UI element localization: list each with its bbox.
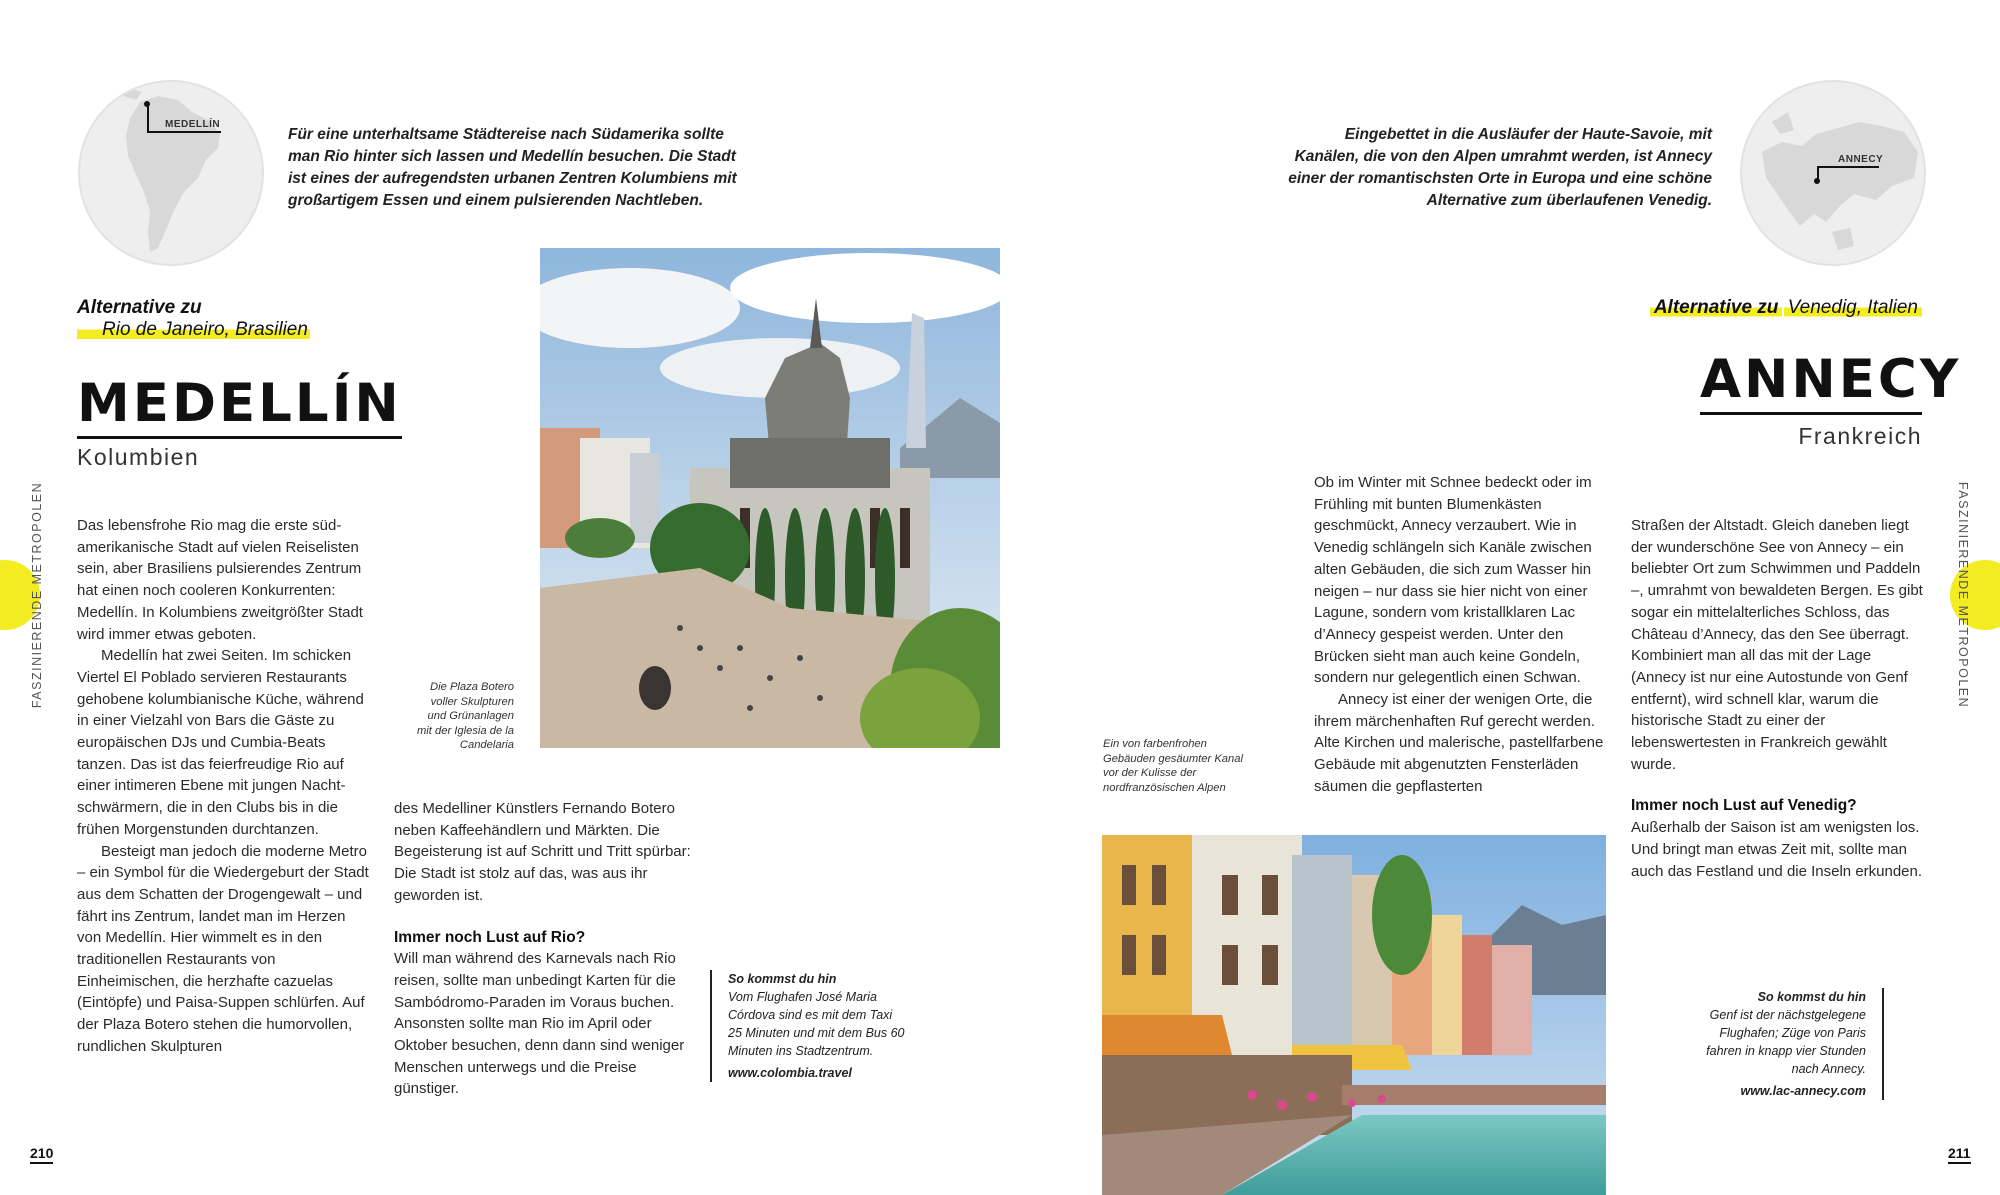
europe-map-icon [1742,82,1924,264]
paragraph: Will man während des Karnevals nach Rio reisen, sollte man unbedingt Karten für die Sambódromo-Paraden im Voraus buchen. Ansonsten sollte man Rio im April oder Oktober besuchen, denn dann sind weniger Menschen unterwegs und die Preise günstiger. [394,950,685,1098]
country-frankreich: Frankreich [1798,423,1922,449]
alternative-place-wrap [77,319,377,341]
map-label-medellin: MEDELLÍN [165,119,221,130]
map-leader-line-h [147,131,221,133]
body-column-2-right [1631,515,1923,882]
photo-caption-left: Die Plaza Botero voller Skulpturen und Grünanlagen mit der Iglesia de la Candelaria [416,681,514,751]
alternative-place: Venedig, Italien [1784,297,1922,318]
paragraph: Ob im Winter mit Schnee bedeckt oder im Frühling mit bunten Blumenkästen geschmückt, Annecy verzaubert. Wie in Venedig schlängeln sich Kanäle zwischen alten Gebäuden, die sich zum Wasser hin neigen – nur dass sie hier nicht von einer Lagune, sondern vom kristallklaren Lac d’Annecy gespeist werden. Unter den Brücken sieht man auch keine Gondeln, sondern nur gelegentlich einen Schwan. [1314,474,1592,687]
paragraph: Besteigt man jedoch die moderne Metro – ein Symbol für die Wiedergeburt der Stadt aus dem Schatten der Drogengewalt – und fährt ins Zentrum, landet man im Herzen von Medellín. Hier wimmelt es in den traditionellen Restaurants von Einheimischen, die herzhafte cazuelas (Eintöpfe) und Paisa-Suppen schlürfen. Auf der Plaza Botero stehen die humorvollen, rundlichen Skulpturen [77,842,369,1055]
travel-heading: So kommst du hin [1757,990,1866,1004]
travel-info-left [710,970,908,1082]
paragraph: Annecy ist einer der wenigen Orte, die ihrem märchenhaften Ruf gerecht werden. Alte Kirchen und malerische, pastellfarbene Gebäude mit abgenutzten Fensterläden säumen die gepflasterten [1314,691,1604,795]
city-title-medellin: MEDELLÍN [77,374,402,439]
travel-info-right [1690,988,1884,1100]
photo-annecy-canal [1102,835,1606,1195]
intro-text-left: Für eine unterhaltsame Städtereise nach Südamerika sollte man Rio hinter sich lassen und Medellín besuchen. Die Stadt ist eines der aufregendsten urbanen Zentren Kolumbiens mit großartigem Essen und einem pulsierenden Nachtleben. [288,126,737,209]
body-column-2-left [394,798,694,1100]
city-title-annecy: ANNECY [1700,350,1922,415]
paragraph: Medellín hat zwei Seiten. Im schicken Viertel El Poblado servieren Restaurants gehobene kolumbianische Küche, während in einer Vielzahl von Bars die Gäste zu europäischen DJs und Cumbia-Beats tanzen. Das ist das feierfreudige Rio auf einer intimeren Ebene mit jungen Nachtschwärmern, die in den Clubs bis in die frühen Morgenstunden durchtanzen. [77,647,364,838]
travel-url-link[interactable]: www.lac-annecy.com [1740,1084,1866,1098]
alternative-block-right [1560,297,1922,319]
subheading-rio: Immer noch Lust auf Rio? [394,928,586,946]
page-number-right: 211 [1948,1145,1971,1164]
photo-plaza-botero [540,248,1000,748]
map-label-annecy: ANNECY [1838,154,1884,165]
map-leader-line [1817,166,1819,180]
south-america-globe-map [78,80,264,266]
alternative-block-left [77,297,377,341]
section-tab-right: FASZINIERENDE METROPOLEN [1956,481,1970,709]
alternative-place: Rio de Janeiro, Brasilien [77,319,310,341]
travel-heading: So kommst du hin [728,972,837,986]
photo-caption-right: Ein von farbenfrohen Gebäuden gesäumter Kanal vor der Kulisse der nordfranzösischen Alpen [1103,738,1243,794]
paragraph: Straßen der Altstadt. Gleich daneben liegt der wunderschöne See von Annecy – ein beliebter Ort zum Schwimmen und Paddeln –, umrahmt von bewaldeten Bergen. Es gibt sogar ein mittelalterliches Schloss, das Château d’Annecy, das den See überragt. Kombiniert man all das mit der Lage (Annecy ist nur eine Autostunde von Genf entfernt), wird schnell klar, warum die historische Stadt zu einer der lebenswertesten in Frankreich gewählt wurde. [1631,517,1923,773]
page-number-left: 210 [30,1145,53,1164]
alternative-prefix: Alternative zu [1650,297,1783,318]
body-column-1-right [1314,472,1614,798]
travel-url-link[interactable]: www.colombia.travel [728,1066,852,1080]
country-kolumbien: Kolumbien [77,444,200,470]
paragraph: Das lebensfrohe Rio mag die erste südamerikanische Stadt auf vielen Reiselisten sein, aber Brasiliens pulsierendes Zentrum hat einen noch cooleren Konkurrenten: Medellín. In Kolumbiens zweitgrößter Stadt wird immer etwas geboten. [77,517,363,643]
body-column-1-left [77,515,371,1058]
map-leader-line [147,104,149,132]
map-leader-line-h [1817,166,1879,168]
europe-globe-map [1740,80,1926,266]
south-america-map-icon [80,82,262,264]
travel-text: Vom Flughafen José Maria Córdova sind es mit dem Taxi 25 Minuten und mit dem Bus 60 Minuten ins Stadtzentrum. [728,990,905,1058]
alternative-prefix: Alternative zu [77,297,202,318]
travel-text: Genf ist der nächstgelegene Flughafen; Züge von Paris fahren in knapp vier Stunden nach Annecy. [1706,1008,1866,1076]
subheading-venedig: Immer noch Lust auf Venedig? [1631,797,1857,815]
paragraph: Außerhalb der Saison ist am wenigsten los. Und bringt man etwas Zeit mit, sollte man auch das Festland und die Inseln erkunden. [1631,819,1923,880]
intro-text-right: Eingebettet in die Ausläufer der Haute-Savoie, mit Kanälen, die von den Alpen umrahmt werden, ist Annecy einer der romantischsten Orte in Europa und eine schöne Alternative zum überlaufenen Venedig. [1288,126,1712,209]
paragraph: des Medelliner Künstlers Fernando Botero neben Kaffeehändlern und Märkten. Die Begeisterung ist auf Schritt und Tritt spürbar: Die Stadt ist stolz auf das, was aus ihr geworden ist. [394,800,691,904]
section-tab-left: FASZINIERENDE METROPOLEN [30,481,44,709]
